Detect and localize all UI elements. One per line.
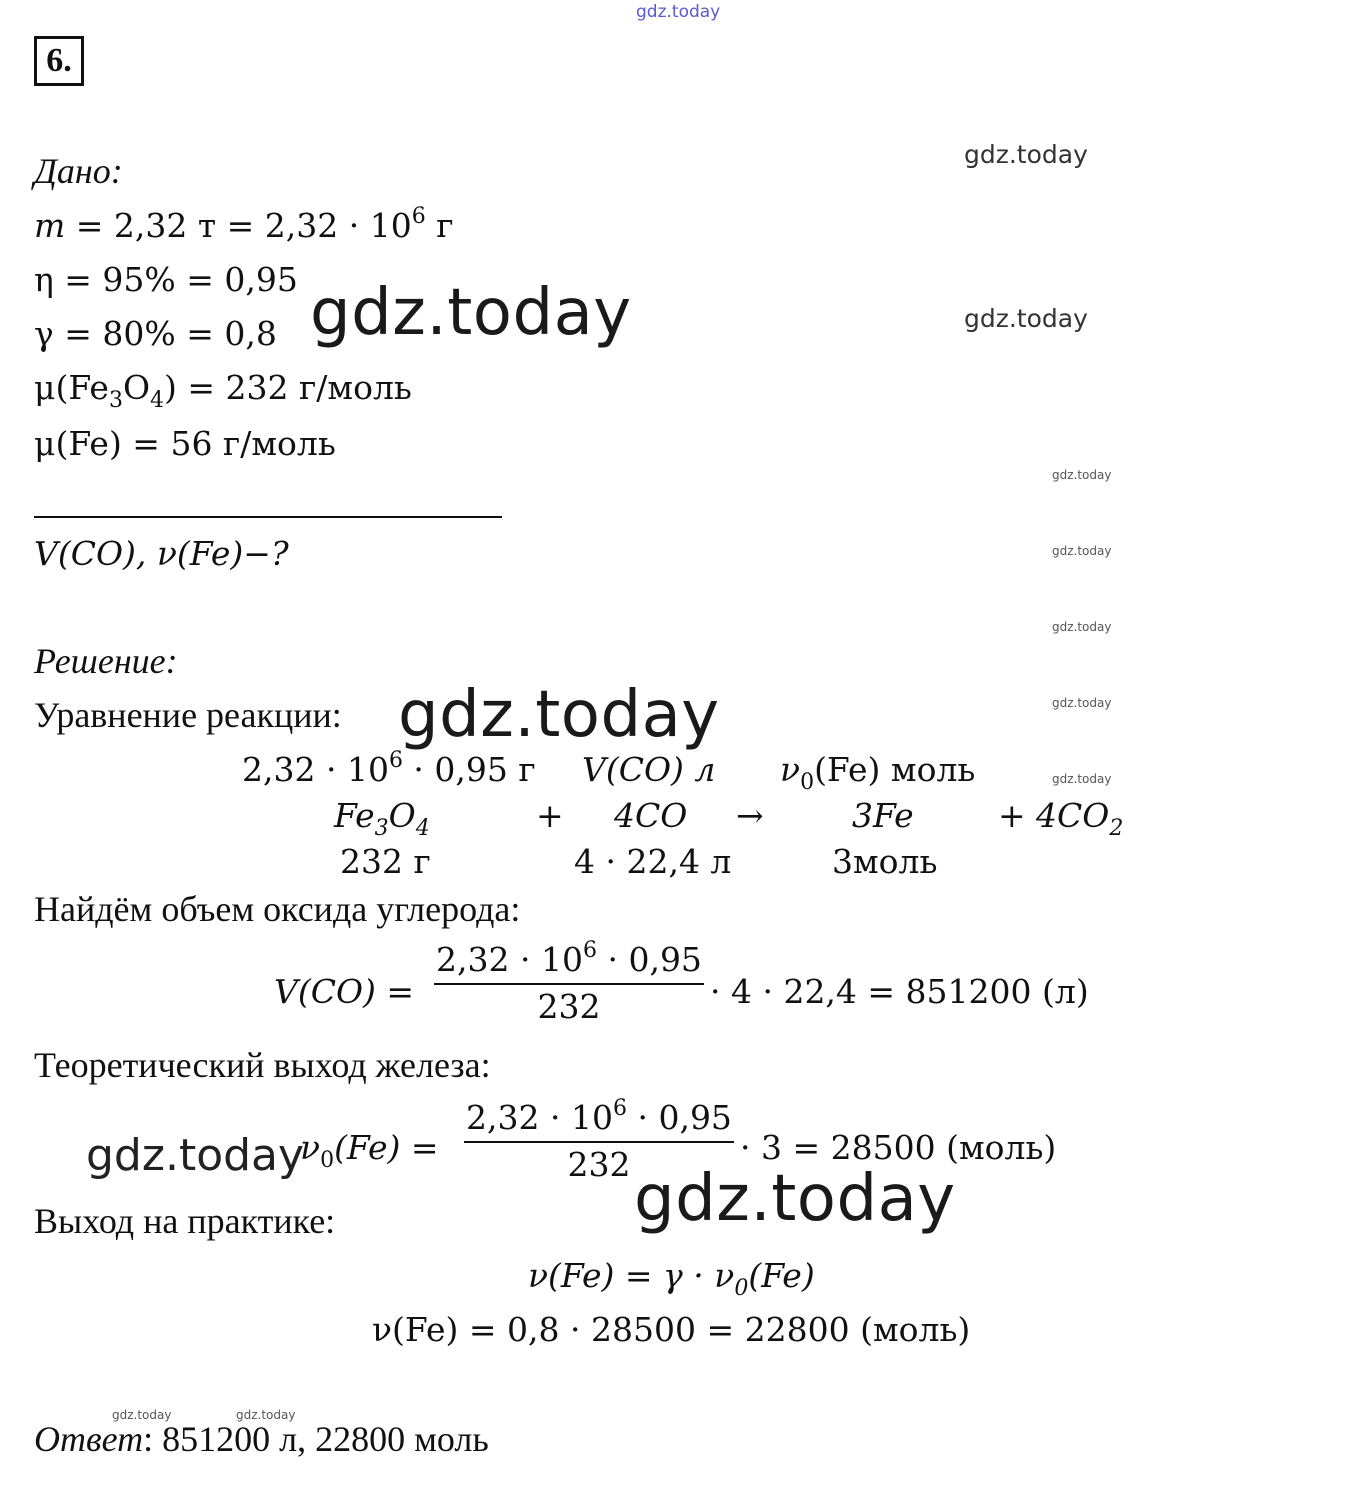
watermark: gdz.today	[1052, 468, 1112, 482]
reaction-plus: +	[998, 796, 1026, 835]
watermark: gdz.today	[112, 1408, 172, 1422]
given-molar-mass-fe3o4: $\mu(Fe_3O_4) = 232$ г/моль	[34, 368, 412, 413]
watermark-large: gdz.today	[634, 1162, 956, 1236]
step2-denominator: 232	[567, 1145, 631, 1184]
solution-heading: Решение:	[34, 641, 178, 681]
step2-numerator: $2,32 \cdot 10^6 \cdot 0,95$	[466, 1096, 732, 1137]
step3-result: ν(Fe) = 0,8 · 28500 = 22800 (моль)	[372, 1310, 971, 1349]
given-gamma: γ = 80% = 0,8	[34, 314, 277, 353]
given-eta: η = 95% = 0,95	[34, 260, 298, 299]
reaction-bottom-right: 3моль	[832, 842, 938, 881]
step3-formula: $\nu(Fe) = \gamma \cdot \nu_0(Fe)$	[528, 1256, 815, 1301]
reaction-fe3o4: $Fe_3O_4$	[334, 796, 430, 841]
find: V(CO), ν(Fe)−?	[34, 534, 289, 573]
reaction-bottom-mid: 4 · 22,4 л	[574, 842, 732, 881]
step2-rhs: · 3 = 28500 (моль)	[740, 1128, 1057, 1167]
watermark: gdz.today	[1052, 696, 1112, 710]
reaction-co: 4CO	[614, 796, 688, 835]
watermark: gdz.today	[236, 1408, 296, 1422]
watermark-top: gdz.today	[636, 2, 721, 22]
watermark-large: gdz.today	[398, 678, 720, 752]
step1-rhs: · 4 · 22,4 = 851200 (л)	[710, 972, 1089, 1011]
reaction-plus: +	[536, 796, 564, 835]
step3-label: Выход на практике:	[34, 1201, 336, 1241]
given-molar-mass-fe: μ(Fe) = 56 г/моль	[34, 424, 336, 463]
step1-denominator: 232	[537, 987, 601, 1026]
watermark-large: gdz.today	[310, 276, 632, 350]
reaction-top-left: $2,32 \cdot 10^6 \cdot 0,95$ г	[242, 748, 536, 789]
problem-number: 6.	[34, 36, 84, 86]
divider	[34, 516, 502, 518]
reaction-arrow: →	[736, 796, 764, 835]
answer: Ответ: 851200 л, 22800 моль	[34, 1419, 489, 1459]
given-mass: m = 2,32 $т = 2,32 \cdot 10^6$ г	[34, 204, 454, 245]
reaction-top-right: $\nu_0(Fe)$ моль	[780, 750, 976, 795]
step1-fraction	[434, 940, 704, 1026]
equation-label: Уравнение реакции:	[34, 695, 342, 735]
watermark: gdz.today	[964, 140, 1088, 169]
step1-label: Найдём объем оксида углерода:	[34, 889, 521, 929]
watermark: gdz.today	[964, 304, 1088, 333]
step1-numerator: $2,32 \cdot 10^6 \cdot 0,95$	[436, 938, 702, 979]
reaction-top-mid: V(CO) л	[582, 750, 716, 789]
step1-lhs: V(CO) =	[274, 972, 415, 1011]
watermark-medium: gdz.today	[86, 1130, 305, 1181]
step2-lhs: $\nu_0(Fe)$ =	[300, 1128, 439, 1173]
given-heading: Дано:	[34, 151, 123, 191]
watermark: gdz.today	[1052, 620, 1112, 634]
step2-label: Теоретический выход железа:	[34, 1045, 491, 1085]
watermark: gdz.today	[1052, 772, 1112, 786]
reaction-fe: 3Fe	[852, 796, 914, 835]
reaction-co2: $4CO_2$	[1036, 796, 1124, 841]
watermark: gdz.today	[1052, 544, 1112, 558]
reaction-bottom-left: 232 г	[340, 842, 431, 881]
